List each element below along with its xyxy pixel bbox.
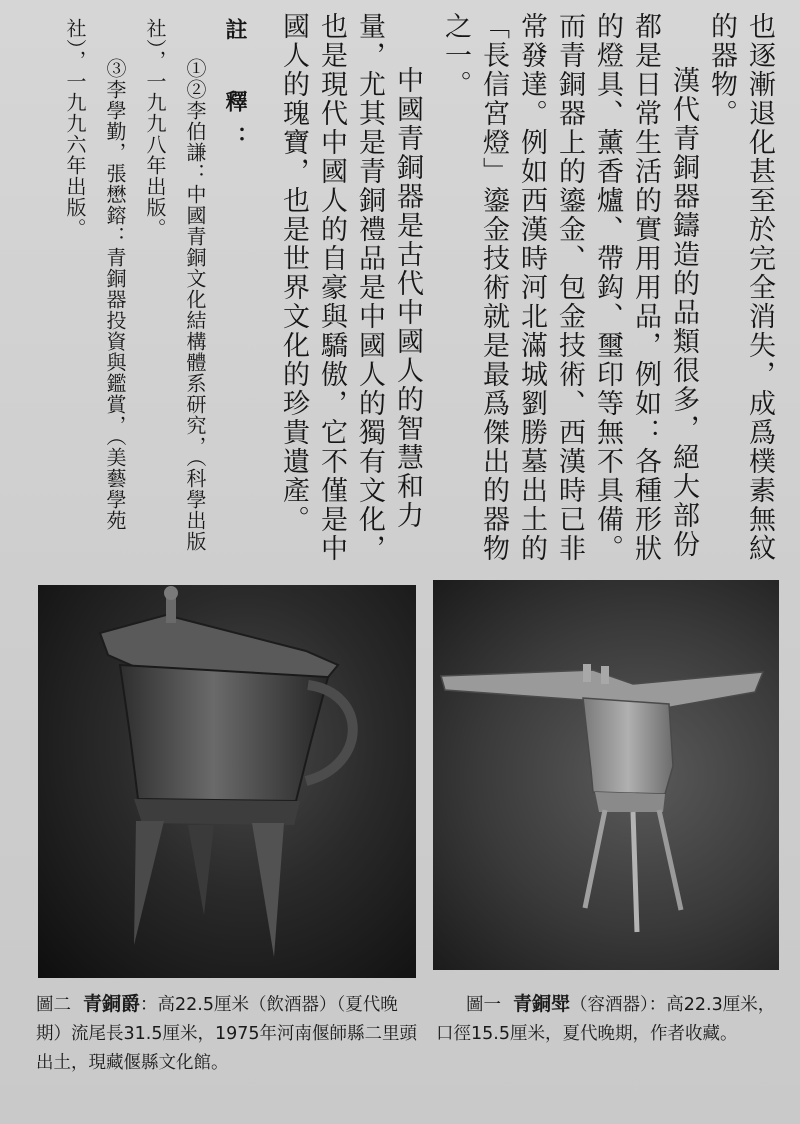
caption-object-name: 青銅爵 [83, 993, 141, 1015]
footnotes-heading: 註 釋： [222, 18, 248, 162]
footnote-item-2: ③李學勤，張懋鎔：青銅器投資與鑑賞，（美藝學苑社），一九九六年出版。 [63, 18, 127, 531]
body-paragraph-2: 漢代青銅器鑄造的品類很多，絕大部份都是日常生活的實用用品，例如：各種形狀的燈具、薰香爐、帶鈎、璽印等無不具備。而青銅器上的鎏金、包金技術、西漢時已非常發達。例如西漢時河北滿城劉勝墓出土的「長信宮燈」鎏金技術就是最爲傑出的器物之一。 [440, 12, 699, 563]
photo-bronze-jue [38, 585, 416, 978]
caption-fig-label: 圖二 [36, 995, 71, 1015]
photo-bronze-jia [433, 580, 779, 970]
bronze-jia-illustration [433, 580, 779, 970]
caption-object-name: 青銅斝 [513, 993, 571, 1015]
body-text [274, 12, 778, 572]
caption-description: ：高22.5厘米（飲酒器）（夏代晚期）流尾長31.5厘米，1975年河南偃師縣二里頭出土，現藏偃縣文化館。 [36, 995, 417, 1073]
caption-bronze-jue [36, 990, 421, 1078]
caption-bronze-jia [436, 990, 786, 1049]
footnote-item-1: ①②李伯謙：中國青銅文化結構體系研究，（科學出版社），一九九八年出版。 [143, 18, 207, 552]
body-paragraph-1: 也逐漸退化甚至於完全消失，成爲樸素無紋的器物。 [706, 12, 775, 563]
caption-fig-label: 圖一 [466, 995, 501, 1015]
footnotes [55, 18, 255, 558]
body-paragraph-3: 中國青銅器是古代中國人的智慧和力量，尤其是青銅禮品是中國人的獨有文化，也是現代中國人的自豪與驕傲，它不僅是中國人的瑰寶，也是世界文化的珍貴遺產。 [278, 12, 423, 563]
caption-description: （容酒器）：高22.3厘米，口徑15.5厘米，夏代晚期，作者收藏。 [436, 995, 776, 1044]
bronze-jue-illustration [38, 585, 416, 978]
